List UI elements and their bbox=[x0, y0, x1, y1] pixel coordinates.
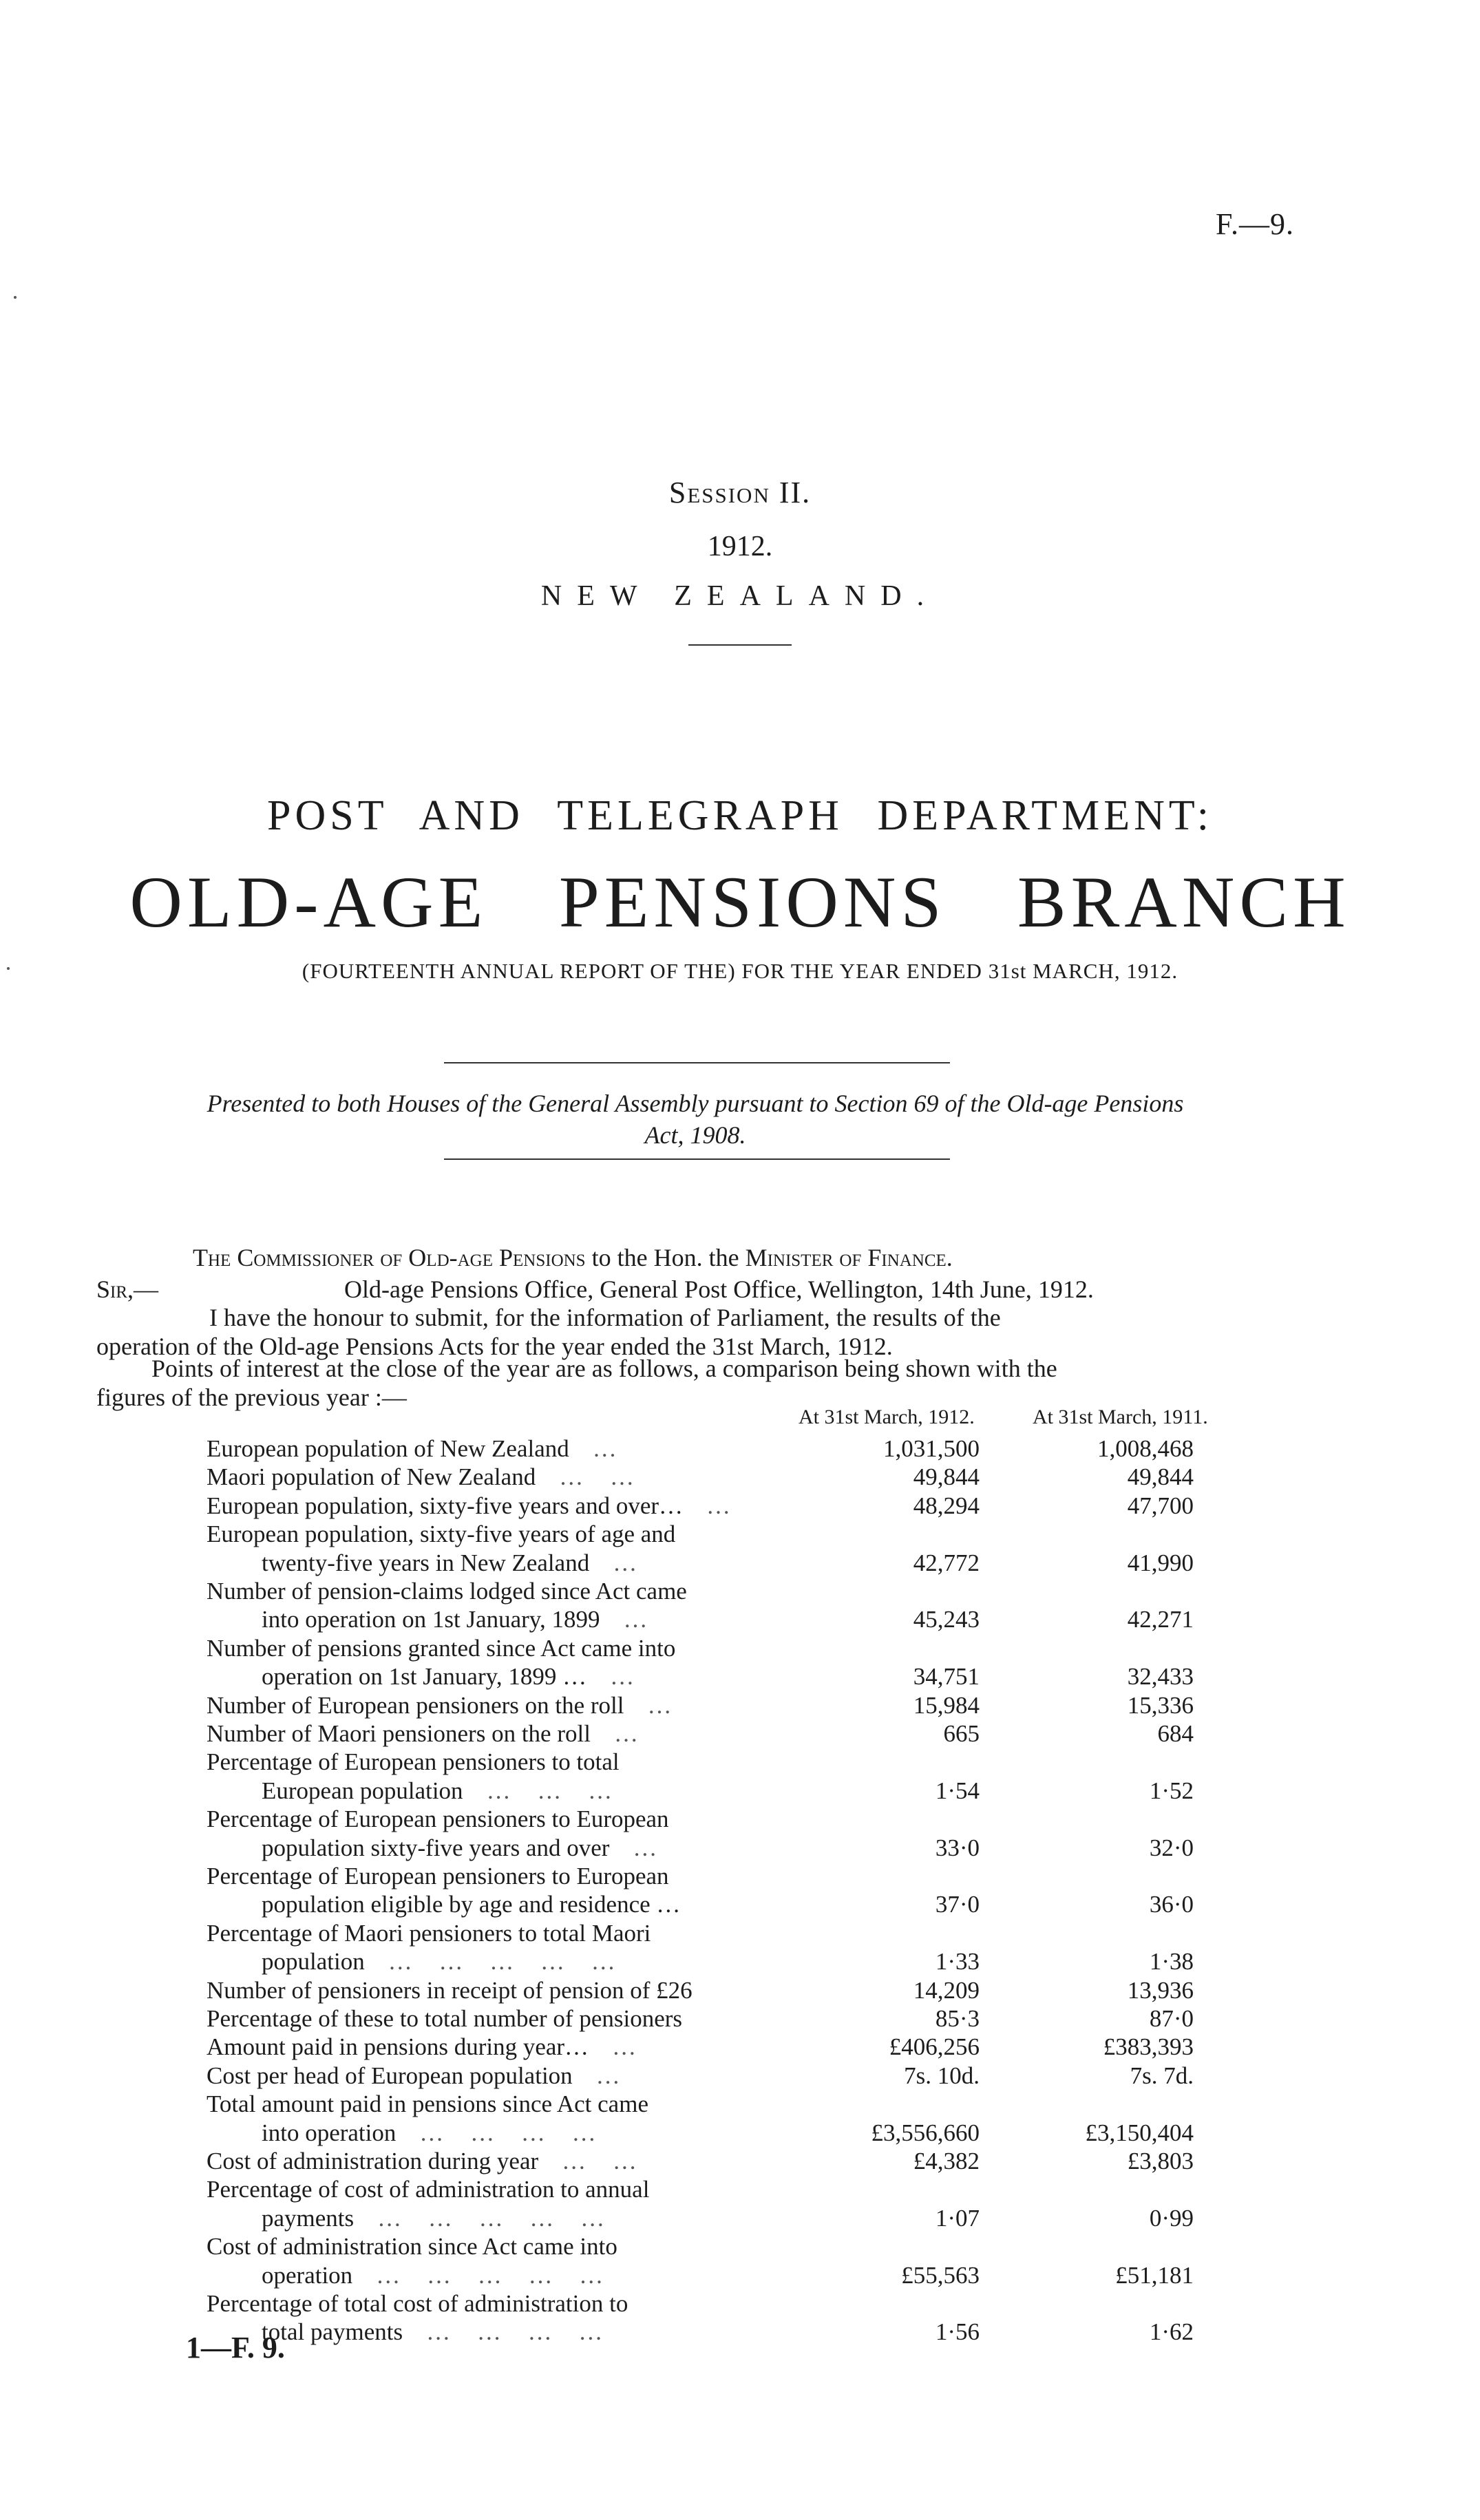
row-label bbox=[262, 1663, 634, 1691]
year-heading: 1912. bbox=[707, 531, 773, 562]
leader-dots: … … … … … bbox=[388, 1948, 615, 1976]
value-1912: 45,243 bbox=[913, 1606, 980, 1633]
table-row bbox=[207, 1806, 1239, 1834]
row-label bbox=[207, 2176, 673, 2203]
scan-speck bbox=[14, 296, 17, 299]
column-header-1911: At 31st March, 1911. bbox=[1033, 1406, 1208, 1428]
table-row bbox=[207, 2176, 1239, 2205]
table-row bbox=[207, 2062, 1239, 2091]
country-heading: NEW ZEALAND. bbox=[540, 580, 940, 612]
table-row bbox=[207, 2005, 1239, 2034]
row-label bbox=[262, 1948, 615, 1976]
table-row bbox=[207, 2090, 1239, 2119]
row-label bbox=[207, 2062, 620, 2090]
row-label bbox=[207, 2148, 637, 2175]
value-1911: 1,008,468 bbox=[1097, 1435, 1194, 1462]
row-label bbox=[207, 2090, 672, 2118]
row-label bbox=[207, 1578, 710, 1605]
table-row bbox=[207, 1606, 1239, 1635]
value-1912: 1·33 bbox=[935, 1948, 980, 1976]
leader-dots: … bbox=[623, 1606, 648, 1633]
leader-dots: … bbox=[610, 1663, 635, 1691]
table-row bbox=[207, 1748, 1239, 1777]
value-1911: 13,936 bbox=[1127, 1976, 1194, 2004]
row-label-text: into operation bbox=[262, 2119, 397, 2146]
value-1911: £3,803 bbox=[1127, 2148, 1194, 2174]
row-label-text: Number of pensioners in receipt of pension of £26 bbox=[207, 1976, 693, 2004]
value-1911: £383,393 bbox=[1103, 2033, 1194, 2061]
value-1912: 34,751 bbox=[913, 1663, 980, 1691]
row-label bbox=[262, 2119, 596, 2147]
leader-dots: … … … … bbox=[419, 2119, 596, 2146]
address-from: The Commissioner of Old-age Pensions bbox=[193, 1244, 586, 1271]
row-label-text: Percentage of these to total number of pensioners bbox=[207, 2005, 683, 2032]
table-row bbox=[207, 2233, 1239, 2262]
row-label-text: payments bbox=[262, 2204, 355, 2232]
table-row bbox=[207, 2119, 1239, 2148]
row-label-text: operation bbox=[262, 2261, 353, 2289]
leader-dots: … bbox=[613, 1549, 637, 1576]
table-row bbox=[207, 2290, 1239, 2319]
page-signature: 1—F. 9. bbox=[186, 2331, 285, 2364]
row-label bbox=[262, 1606, 648, 1633]
value-1912: 1·56 bbox=[935, 2318, 980, 2346]
table-row bbox=[207, 1777, 1239, 1806]
row-label-text: Maori population of New Zealand bbox=[207, 1463, 536, 1491]
row-label-text: Percentage of total cost of administration to bbox=[207, 2290, 628, 2317]
row-label-text: Percentage of Maori pensioners to total Maori bbox=[207, 1919, 651, 1947]
leader-dots: … bbox=[612, 2033, 637, 2061]
table-row bbox=[207, 1692, 1239, 1721]
value-1911: £3,150,404 bbox=[1085, 2119, 1194, 2146]
value-1911: 32·0 bbox=[1149, 1834, 1194, 1861]
row-label-text: Number of pensions granted since Act came into bbox=[207, 1634, 676, 1662]
row-label-text: population eligible by age and residence … bbox=[262, 1891, 681, 1918]
row-label-text: total payments bbox=[262, 2318, 403, 2346]
value-1912: 1·54 bbox=[935, 1777, 980, 1804]
session-heading: Session II. bbox=[668, 476, 812, 509]
divider-rule bbox=[444, 1158, 950, 1160]
row-label bbox=[262, 1891, 704, 1918]
presentation-note bbox=[89, 1088, 1301, 1151]
row-label-text: operation on 1st January, 1899 … bbox=[262, 1663, 587, 1691]
row-label-text: Cost of administration since Act came into bbox=[207, 2233, 617, 2260]
presentation-line-1: Presented to both Houses of the General Assembly pursuant to Section 69 of the Old-age Pensions bbox=[207, 1090, 1184, 1117]
leader-dots: … bbox=[706, 1492, 731, 1519]
table-row bbox=[207, 2262, 1239, 2291]
divider-rule bbox=[688, 644, 792, 646]
row-label bbox=[207, 1435, 617, 1463]
table-row bbox=[207, 1435, 1239, 1464]
row-label-text: Percentage of European pensioners to European bbox=[207, 1806, 669, 1833]
row-label-text: into operation on 1st January, 1899 bbox=[262, 1606, 600, 1633]
value-1912: £55,563 bbox=[901, 2261, 980, 2289]
row-label bbox=[262, 1549, 637, 1577]
office-line: Old-age Pensions Office, General Post Office, Wellington, 14th June, 1912. bbox=[344, 1275, 1094, 1303]
row-label-text: Cost of administration during year bbox=[207, 2148, 539, 2174]
value-1912: 33·0 bbox=[935, 1834, 980, 1861]
branch-title: OLD-AGE PENSIONS BRANCH bbox=[129, 862, 1351, 942]
row-label bbox=[207, 2005, 706, 2033]
letter-address bbox=[193, 1243, 953, 1272]
table-row bbox=[207, 1578, 1239, 1607]
leader-dots: … … … … bbox=[426, 2318, 603, 2346]
table-row bbox=[207, 1920, 1239, 1949]
row-label bbox=[207, 1463, 634, 1491]
value-1912: 42,772 bbox=[913, 1549, 980, 1576]
row-label-text: Number of pension-claims lodged since Act came bbox=[207, 1578, 687, 1605]
para1-line2: operation of the Old-age Pensions Acts for the year ended the 31st March, 1912. bbox=[96, 1333, 893, 1360]
points-paragraph bbox=[96, 1354, 1301, 1412]
leader-dots: … … bbox=[562, 2148, 637, 2174]
row-label bbox=[207, 1977, 716, 2004]
table-row bbox=[207, 1863, 1239, 1892]
value-1912: £3,556,660 bbox=[871, 2119, 980, 2146]
value-1911: 1·52 bbox=[1149, 1777, 1194, 1804]
presentation-line-2: Act, 1908. bbox=[644, 1121, 746, 1149]
address-to: Minister of Finance. bbox=[745, 1244, 953, 1271]
leader-dots: … … … … … bbox=[377, 2204, 605, 2232]
row-label bbox=[262, 2262, 603, 2289]
value-1911: 41,990 bbox=[1127, 1549, 1194, 1576]
para2-line1: Points of interest at the close of the year are as follows, a comparison being shown with the bbox=[151, 1355, 1057, 1382]
table-row bbox=[207, 2033, 1239, 2062]
value-1912: 85·3 bbox=[935, 2005, 980, 2032]
table-row bbox=[207, 1720, 1239, 1749]
table-row bbox=[207, 1891, 1239, 1920]
document-id: F.—9. bbox=[1216, 207, 1294, 241]
row-label-text: Percentage of cost of administration to annual bbox=[207, 2176, 650, 2203]
row-label-text: European population of New Zealand bbox=[207, 1435, 569, 1462]
column-header-1912: At 31st March, 1912. bbox=[799, 1406, 975, 1428]
row-label-text: population sixty-five years and over bbox=[262, 1834, 610, 1861]
row-label bbox=[207, 2233, 641, 2260]
para1-line1: I have the honour to submit, for the information of Parliament, the results of the bbox=[209, 1304, 1001, 1331]
row-label-text: Number of Maori pensioners on the roll bbox=[207, 1720, 591, 1747]
value-1912: £406,256 bbox=[889, 2033, 980, 2061]
row-label bbox=[207, 1635, 699, 1662]
row-label bbox=[207, 1806, 693, 1833]
table-row bbox=[207, 1948, 1239, 1977]
table-row bbox=[207, 1663, 1239, 1692]
row-label bbox=[262, 2318, 602, 2346]
value-1911: 32,433 bbox=[1127, 1663, 1194, 1691]
row-label bbox=[207, 1920, 674, 1947]
value-1912: 48,294 bbox=[913, 1492, 980, 1519]
value-1911: 36·0 bbox=[1149, 1891, 1194, 1918]
value-1911: £51,181 bbox=[1115, 2261, 1194, 2289]
row-label bbox=[262, 2205, 604, 2232]
row-label-text: Percentage of European pensioners to total bbox=[207, 1748, 620, 1776]
row-label bbox=[207, 2033, 636, 2061]
value-1911: 7s. 7d. bbox=[1130, 2062, 1194, 2089]
address-mid: to the Hon. the bbox=[585, 1244, 746, 1271]
table-row bbox=[207, 1635, 1239, 1664]
leader-dots: … bbox=[592, 1435, 617, 1462]
scan-speck bbox=[7, 967, 10, 970]
row-label bbox=[262, 1777, 612, 1805]
value-1911: 1·38 bbox=[1149, 1948, 1194, 1976]
table-row bbox=[207, 1834, 1239, 1863]
row-label bbox=[207, 1692, 672, 1719]
para2-line2: figures of the previous year :— bbox=[96, 1384, 407, 1411]
value-1912: 665 bbox=[943, 1720, 980, 1747]
row-label-text: Amount paid in pensions during year… bbox=[207, 2033, 589, 2061]
leader-dots: … bbox=[613, 1720, 638, 1747]
table-row bbox=[207, 2205, 1239, 2234]
row-label bbox=[207, 1492, 730, 1520]
value-1912: £4,382 bbox=[913, 2148, 980, 2174]
table-row bbox=[207, 1521, 1239, 1549]
table-row bbox=[207, 1977, 1239, 2006]
value-1912: 1·07 bbox=[935, 2204, 980, 2232]
table-row bbox=[207, 2318, 1239, 2347]
row-label-text: Number of European pensioners on the roll bbox=[207, 1691, 624, 1719]
value-1912: 49,844 bbox=[913, 1463, 980, 1491]
value-1912: 14,209 bbox=[913, 1976, 980, 2004]
row-label bbox=[207, 1863, 693, 1890]
row-label-text: Total amount paid in pensions since Act came bbox=[207, 2090, 648, 2118]
row-label-text: European population, sixty-five years and over… bbox=[207, 1492, 684, 1519]
table-row bbox=[207, 2148, 1239, 2177]
value-1912: 15,984 bbox=[913, 1691, 980, 1719]
row-label-text: Percentage of European pensioners to European bbox=[207, 1863, 669, 1889]
row-label bbox=[262, 1834, 657, 1862]
value-1911: 87·0 bbox=[1149, 2005, 1194, 2032]
table-row bbox=[207, 1492, 1239, 1521]
row-label bbox=[207, 1521, 699, 1548]
value-1911: 47,700 bbox=[1127, 1492, 1194, 1519]
report-subtitle: (FOURTEENTH ANNUAL REPORT OF THE) FOR THE YEAR ENDED 31st MARCH, 1912. bbox=[302, 959, 1178, 983]
table-row bbox=[207, 1463, 1239, 1492]
row-label bbox=[207, 1748, 643, 1776]
value-1912: 37·0 bbox=[935, 1891, 980, 1918]
leader-dots: … bbox=[647, 1691, 672, 1719]
row-label-text: European population, sixty-five years of age and bbox=[207, 1521, 676, 1548]
row-label-text: population bbox=[262, 1948, 365, 1976]
row-label-text: European population bbox=[262, 1777, 463, 1804]
leader-dots: … bbox=[595, 2062, 620, 2089]
leader-dots: … … … bbox=[486, 1777, 613, 1804]
value-1911: 0·99 bbox=[1149, 2204, 1194, 2232]
intro-paragraph bbox=[96, 1303, 1301, 1361]
row-label bbox=[207, 2290, 651, 2318]
salutation: Sir,— bbox=[96, 1275, 159, 1303]
value-1912: 1,031,500 bbox=[883, 1435, 980, 1462]
row-label-text: Cost per head of European population bbox=[207, 2062, 573, 2089]
leader-dots: … … bbox=[559, 1463, 634, 1491]
value-1911: 15,336 bbox=[1127, 1691, 1194, 1719]
row-label bbox=[207, 1720, 638, 1748]
department-title: POST AND TELEGRAPH DEPARTMENT: bbox=[267, 792, 1213, 839]
value-1912: 7s. 10d. bbox=[904, 2062, 980, 2089]
value-1911: 1·62 bbox=[1149, 2318, 1194, 2346]
value-1911: 684 bbox=[1157, 1720, 1194, 1747]
leader-dots: … bbox=[633, 1834, 657, 1861]
value-1911: 42,271 bbox=[1127, 1606, 1194, 1633]
leader-dots: … … … … … bbox=[376, 2261, 604, 2289]
divider-rule bbox=[444, 1062, 950, 1063]
table-row bbox=[207, 1549, 1239, 1578]
row-label-text: twenty-five years in New Zealand bbox=[262, 1549, 590, 1576]
value-1911: 49,844 bbox=[1127, 1463, 1194, 1491]
